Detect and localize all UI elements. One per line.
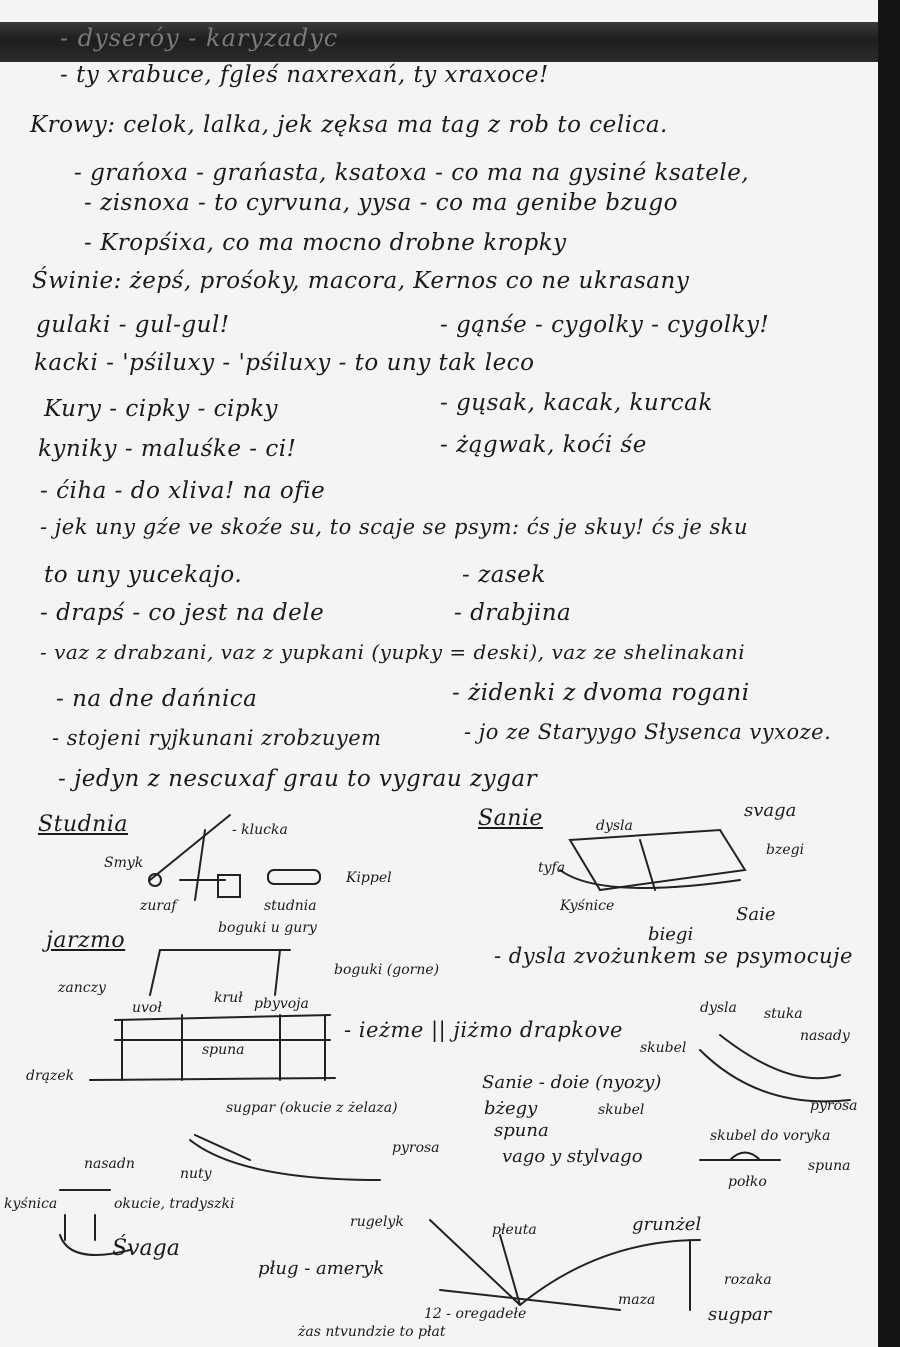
text-line: Kury - cipky - cipky xyxy=(44,396,279,422)
sketch-label: zuraf xyxy=(140,898,177,914)
sketch-label: Kippel xyxy=(346,870,392,886)
text-line: - ty xrabuce, fgleś naxrexań, ty xraxoce! xyxy=(60,62,549,88)
sketch-label: żas ntvundzie to płat xyxy=(298,1324,446,1340)
sketch-label: pług - ameryk xyxy=(258,1258,385,1279)
sketch-label: sugpar (okucie z żelaza) xyxy=(226,1100,398,1116)
note-line: - ieżme || jiżmo drapkove xyxy=(344,1018,623,1042)
sketch-label: grunżel xyxy=(632,1214,702,1235)
sketch-label: kruł xyxy=(214,990,243,1006)
note-line: - dysla zvożunkem se psymocuje xyxy=(494,944,853,968)
sketch-title-jarzmo: jarzmo xyxy=(46,928,126,953)
sketch-label: vago y stylvago xyxy=(502,1146,643,1167)
sketch-label: drązek xyxy=(26,1068,75,1084)
sketch-label: pyrosa xyxy=(392,1140,440,1156)
text-line: - stojeni ryjkunani zrobzuyem xyxy=(52,726,382,750)
sketch-label: nasadn xyxy=(84,1156,135,1172)
sketch-label: biegi xyxy=(648,924,694,945)
sketch-label: bzegi xyxy=(766,842,805,858)
sketch-label: Sanie - doie (nyozy) xyxy=(482,1072,662,1093)
sketch-label: skubel xyxy=(640,1040,687,1056)
sketch-label: sugpar xyxy=(708,1304,772,1325)
sketch-label: boguki u gury xyxy=(218,920,317,936)
text-line: kacki - 'pśiluxy - 'pśiluxy - to uny tak leco xyxy=(34,350,535,376)
sketch-label: boguki (gorne) xyxy=(334,962,440,978)
text-line: - żągwak, koći śe xyxy=(440,432,647,458)
header-text: - dyseróy - karyzadyc xyxy=(60,24,339,52)
sketch-label: bżegy xyxy=(484,1098,538,1119)
text-line: - jedyn z nescuxaf grau to vygrau zygar xyxy=(58,766,538,792)
text-line: - jek uny gźe ve skoźe su, to scaje se psym: ćs je skuy! ćs je sku xyxy=(40,515,748,539)
text-line: - zisnoxa - to cyrvuna, yysa - co ma genibe bzugo xyxy=(84,190,678,216)
sketch-label: svaga xyxy=(744,800,797,821)
sketch-label: spuna xyxy=(202,1042,245,1058)
sketch-label: Śvaga xyxy=(112,1236,180,1261)
text-line: - żidenki z dvoma rogani xyxy=(452,680,750,706)
text-line: - jo ze Staryygo Słysenca vyxoze. xyxy=(464,720,832,744)
text-line: - vaz z drabzani, vaz z yupkani (yupky = deski), vaz ze shelinakani xyxy=(40,640,746,664)
text-line: - drabjina xyxy=(454,600,572,626)
text-line: - Kropśixa, co ma mocno drobne kropky xyxy=(84,230,567,256)
sketch-label: płeuta xyxy=(492,1222,537,1238)
sketch-label: Saie xyxy=(736,904,776,925)
sketch-label: połko xyxy=(728,1174,767,1190)
sketch-label: kyśnica xyxy=(4,1196,58,1212)
sketch-label: pbyvoja xyxy=(254,996,309,1012)
sketch-label: spuna xyxy=(808,1158,851,1174)
text-line: - grańoxa - grańasta, ksatoxa - co ma na gysiné ksatele, xyxy=(74,160,750,186)
sketch-label: dysla xyxy=(700,1000,737,1016)
sketch-label: Smyk xyxy=(104,855,144,871)
sketch-label: studnia xyxy=(264,898,317,914)
text-line: - drapś - co jest na dele xyxy=(40,600,325,626)
text-line: - zasek xyxy=(462,562,546,588)
text-line: gulaki - gul-gul! xyxy=(36,312,230,338)
sketch-label: spuna xyxy=(494,1120,549,1141)
sketch-label: Kyśnice xyxy=(560,898,615,914)
sketch-label: okucie, tradyszki xyxy=(114,1196,235,1212)
text-line: - gąnśe - cygolky - cygolky! xyxy=(440,312,770,338)
sketch-label: nuty xyxy=(180,1166,212,1182)
sketch-label: rugelyk xyxy=(350,1214,404,1230)
text-line: to uny yucekajo. xyxy=(44,562,243,588)
sketch-label: zanczy xyxy=(58,980,106,996)
sketch-label: dysla xyxy=(596,818,633,834)
sketch-label: 12 - oregadełe xyxy=(424,1306,527,1322)
sketch-label: pyrosa xyxy=(810,1098,858,1114)
sketch-label: skubel do voryka xyxy=(710,1128,831,1144)
sketch-label: uvoł xyxy=(132,1000,162,1016)
text-line: - gųsak, kacak, kurcak xyxy=(440,390,713,416)
sketch-title-sanie: Sanie xyxy=(478,806,543,831)
sketch-label: tyfa xyxy=(538,860,566,876)
sketch-label: skubel xyxy=(598,1102,645,1118)
text-line: Świnie: żepś, prośoky, macora, Kernos co ne ukrasany xyxy=(32,268,690,294)
text-line: - ćiha - do xliva! na ofie xyxy=(40,478,326,504)
text-line: Krowy: celok, lalka, jek zęksa ma tag z rob to celica. xyxy=(30,112,668,138)
sketch-label: - klucka xyxy=(232,822,288,838)
sketch-title-studnia: Studnia xyxy=(38,812,128,837)
sketch-label: stuka xyxy=(764,1006,803,1022)
text-line: - na dne dańnica xyxy=(56,686,258,712)
text-line: kyniky - maluśke - ci! xyxy=(38,436,297,462)
sketch-label: rozaka xyxy=(724,1272,772,1288)
sketch-label: nasady xyxy=(800,1028,850,1044)
sketch-label: maza xyxy=(618,1292,656,1308)
